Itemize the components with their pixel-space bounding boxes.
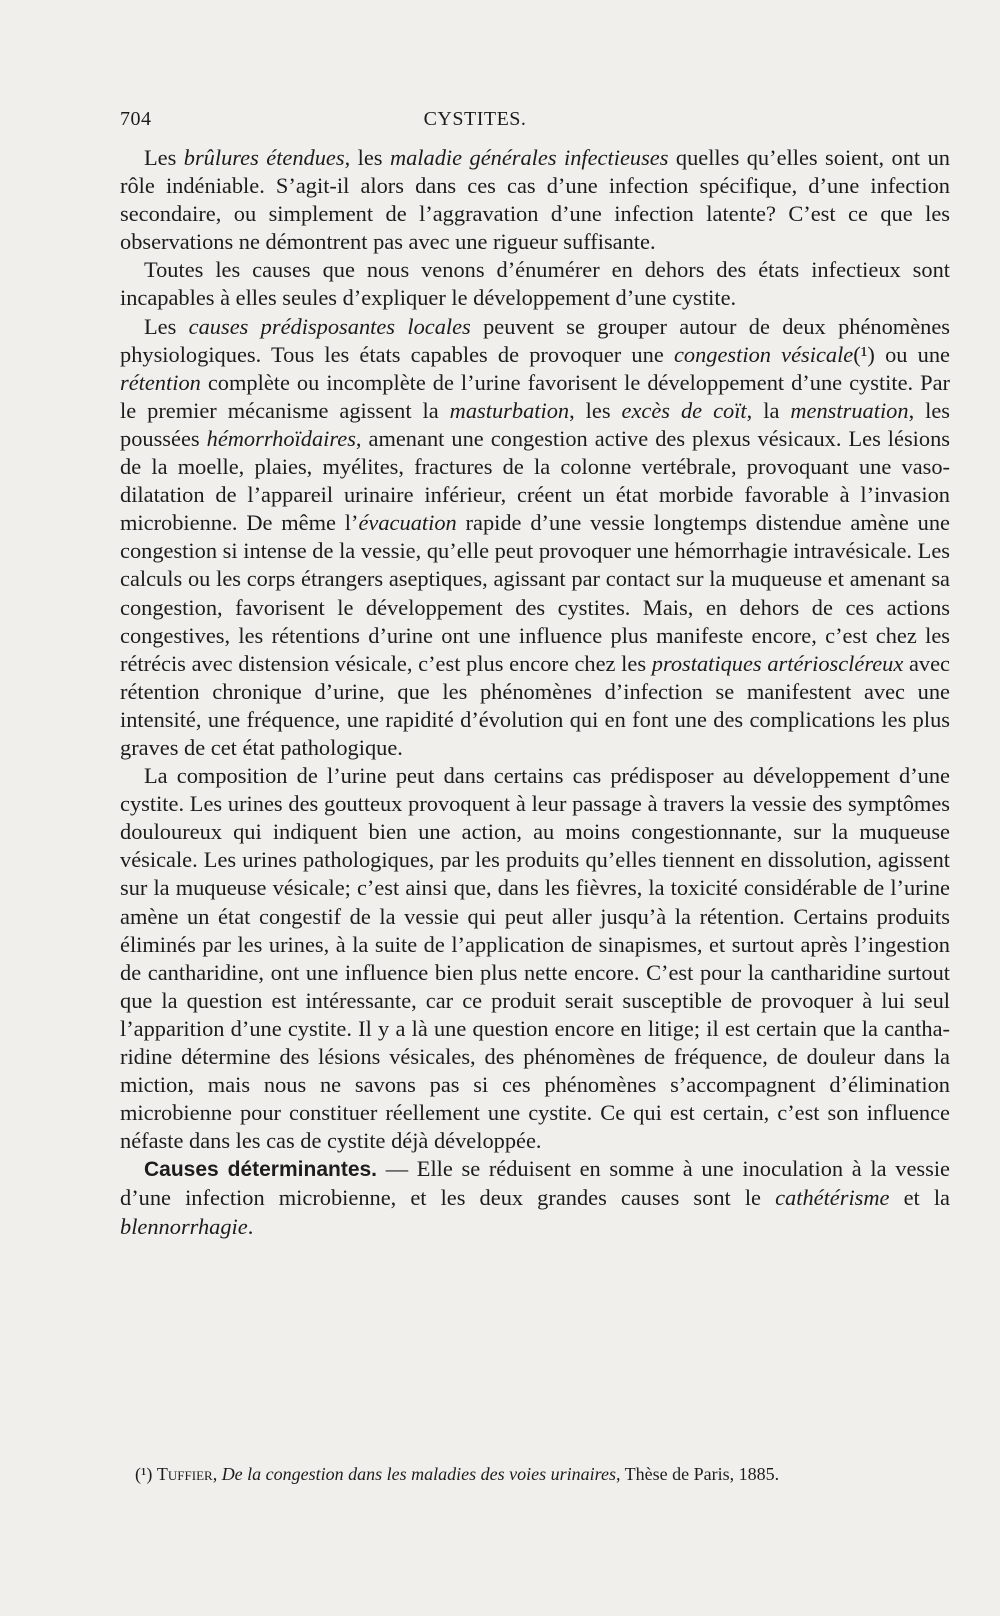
italic-term: causes prédisposantes locales — [188, 313, 471, 339]
text-span: Les — [144, 313, 189, 339]
italic-term: cathétérisme — [775, 1185, 890, 1211]
italic-term: rétention — [120, 369, 201, 395]
text-span: Toutes les causes que nous venons d’énumérer en dehors des états infectieux sont incapables à elles seules d’expliquer le développement d’une cystite. — [120, 257, 950, 311]
italic-term: prostatiques artérioscléreux — [651, 650, 904, 676]
text-span: quelles qu’elles soient, ont un rôle indéniable. S’agit-il alors dans ces cas d’une infection spécifique, d’une infection secondaire, ou simplement de l’aggravation d’une infection latente? C’est ce que les observations ne démontrent pas avec une rigueur suffisante. — [120, 145, 950, 255]
footnote-author: Tuffier — [156, 1464, 213, 1484]
text-span: , — [212, 1464, 222, 1484]
footnote-citation: , Thèse de Paris, 1885. — [615, 1464, 780, 1484]
italic-term: blennorrhagie — [120, 1213, 248, 1239]
running-head — [120, 108, 950, 136]
italic-term: hémorrhoïdaires — [206, 425, 356, 451]
running-title: CYSTITES. — [423, 108, 527, 130]
italic-term: brûlures étendues — [183, 145, 345, 170]
section-heading: Causes déterminantes. — [144, 1158, 378, 1182]
footnote-reference: (¹) — [853, 341, 875, 367]
italic-term: évacuation — [358, 510, 457, 536]
text-span: , les — [344, 145, 390, 170]
paragraph-4 — [120, 762, 950, 1155]
italic-term: menstruation — [790, 397, 909, 423]
italic-term: excès de coït — [621, 397, 747, 423]
text-span: ou une — [874, 341, 950, 367]
footnote-marker: (¹) — [135, 1464, 153, 1484]
paragraph-3 — [120, 313, 950, 763]
text-span: rapide d’une vessie longtemps distendue amène une congestion si intense de la vessie, qu’elle peut provoquer une hémorrhagie intravésicale. Les calculs ou les corps étrangers aseptiques, agissant par contact sur la muqueuse et amenant sa congestion, favorisent le développement des cystites. Mais, en dehors de ces actions congestives, les rétentions d’urine ont une influence plus manifeste encore, c’est chez les rétrécis avec distension vésicale, c’est plus encore chez les — [120, 510, 950, 676]
text-span: avec rétention chronique d’urine, que les phénomènes d’infection se manifestent avec une intensité, une fréquence, une rapidité d’évolution qui en font une des complications les plus graves de cet état pathologique. — [120, 650, 950, 760]
paragraph-2 — [120, 256, 950, 312]
text-span: , amenant une congestion active des plexus vésicaux. Les lésions de la moelle, plaies, myélites, fractures de la colonne vertébrale, provoquant une vaso-dilatation de l’appareil urinaire inférieur, créent un état morbide favorable à l’invasion microbienne. De même l’ — [120, 425, 951, 536]
text-span: La composition de l’urine peut dans certains cas prédisposer au développement d’une cystite. Les urines des goutteux provoquent à leur passage à travers la vessie des symptômes douloureux qui indiquent bien une action, au moins congestionnante, sur la muqueuse vésicale. Les urines pathologiques, par les produits qu’elles tiennent en dissolution, agissent sur la muqueuse vésicale; c’est ainsi que, dans les fièvres, la toxicité considérable de l’urine amène un état congestif de la vessie qui peut aller jusqu’à la rétention. Certains produits éliminés par les urines, à la suite de l’application de sinapismes, et surtout après l’ingestion de cantharidine, ont une influence bien plus nette encore. C’est pour la cantharidine surtout que la question est intéressante, car ce produit serait susceptible de provoquer à lui seul l’apparition d’une cystite. Il y a là une question encore en litige; il est certain que la cantharidine détermine des lésions vésicales, des phénomènes de fréquence, de douleur dans la miction, mais nous ne savons pas si ces phénomènes s’accompagnent d’élimination microbienne pour constituer réellement une cystite. Ce qui est certain, c’est son influence néfaste dans les cas de cystite déjà développée. — [120, 763, 950, 1154]
text-span: . — [247, 1213, 254, 1239]
paragraph-5 — [120, 1155, 950, 1240]
text-span: , la — [746, 397, 791, 423]
text-span: et la — [889, 1185, 951, 1211]
body-text — [120, 144, 950, 1241]
italic-term: congestion vésicale — [673, 341, 854, 367]
italic-term: maladie générales infectieuses — [389, 145, 669, 170]
text-span: — Elle se réduisent en somme à une inoculation à la vessie d’une infection microbienne, et les deux grandes causes sont le — [120, 1156, 950, 1211]
page-number: 704 — [120, 108, 152, 130]
text-span: Les — [144, 145, 184, 170]
footnote-title: De la congestion dans les maladies des voies urinaires — [221, 1464, 616, 1484]
text-span: , les — [569, 397, 622, 423]
text-span: , les poussées — [120, 397, 951, 451]
italic-term: masturbation — [449, 397, 570, 423]
text-span: peuvent se grouper autour de deux phénomènes physiologiques. Tous les états capables de provoquer une — [120, 313, 951, 367]
paragraph-1 — [120, 144, 950, 256]
text-span: complète ou incomplète de l’urine favorisent le développement d’une cystite. Par le premier mécanisme agissent la — [120, 369, 950, 423]
footnote — [135, 1462, 955, 1486]
